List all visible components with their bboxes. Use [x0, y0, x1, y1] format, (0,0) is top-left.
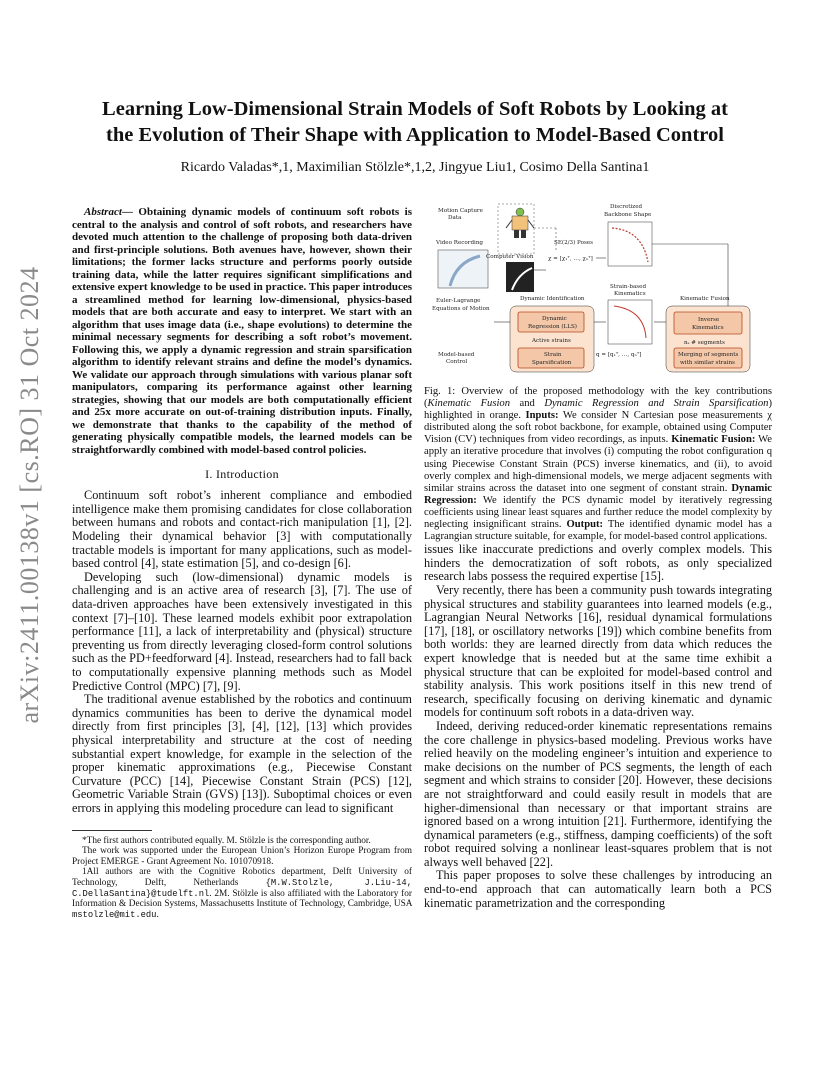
- affiliation-text: 1All authors are with the Cognitive Robotics department, Delft University of Technology, Delft, Netherlands: [72, 867, 412, 888]
- corresponding-email: mstolzle@mit.edu: [72, 909, 157, 920]
- caption-text-2: and: [510, 398, 545, 410]
- right-paragraph-3: This paper proposes to solve these challenges by introducing an end-to-end approach that can automatically learn both a PCS kinematic parametrization and the corresponding: [424, 868, 772, 910]
- label-discretized: Discretized: [610, 204, 643, 210]
- caption-em-2: Dynamic Regression and Strain Sparsification: [544, 398, 769, 410]
- label-motion-capture: Motion Capture: [438, 208, 483, 214]
- arxiv-sidebar-stamp: [10, 235, 50, 755]
- label-dynamic-identification: Dynamic Identification: [520, 296, 585, 302]
- label-backbone-shape: Backbone Shape: [604, 212, 652, 218]
- label-computer-vision: Computer Vision: [486, 254, 534, 260]
- segmentation-frame-icon: [506, 262, 534, 292]
- caption-em-1: Kinematic Fusion: [427, 398, 511, 410]
- right-paragraph-0: issues like inaccurate predictions and overly complex models. This hinders the democratization of soft robots, as only specialized research labs possess the required expertise [15].: [424, 542, 772, 584]
- author-list: Ricardo Valadas*,1, Maximilian Stölzle*,1,2, Jingyue Liu1, Cosimo Della Santina1: [180, 160, 650, 175]
- label-merging: Merging of segments: [678, 352, 739, 358]
- intro-paragraph-2: Developing such (low-dimensional) dynamic models is challenging and is an active area of research [3], [7]. The use of data-driven approaches have been extensively investigated in this context [7]–[10]. These learned models exhibit poor extrapolation performance [11], a lack of interpretability and (physical) structure preventing us from directly leveraging closed-form control solutions such as the PD+feedforward [4]. Instead, researchers had to fall back to computationally expensive planning methods such as Model Predictive Control (MPC) [7], [9].: [72, 569, 412, 693]
- video-frame-icon: [438, 250, 488, 288]
- abstract: [72, 206, 412, 456]
- right-paragraph-2: Indeed, deriving reduced-order kinematic representations remains the core challenge in physics-based modeling. Previous works have relied heavily on the modeling engineer’s intuition and experience to make decisions on the number of PCS segments, the length of each segment and which strains to consider [20]. However, these decisions are not straightforward and could easily result in models that are higher-dimensional than necessary or that important strains are ignored based on a wrong intuition [21]. Furthermore, identifying the dynamical parameters (e.g., stiffness, damping coefficients) of the soft robot required solving a nonlinear least-squares problem that is not always well behaved [22].: [424, 718, 772, 869]
- affiliation-end: .: [156, 909, 159, 920]
- caption-bold-kinematic-fusion: Kinematic Fusion:: [671, 434, 756, 446]
- label-similar-strains: with similar strains: [680, 360, 735, 366]
- figure-1-caption: [424, 386, 772, 543]
- caption-bold-inputs: Inputs:: [525, 410, 559, 422]
- caption-text-5: We apply an iterative procedure that involves (i) computing the robot configuration q using Piecewise Constant Strain (PCS) inverse kinematics, and (ii), to avoid overly complex and high-dimensional models, we merge adjacent segments with similar strains across the dataset into one segment of constant strain.: [424, 434, 772, 494]
- label-data: Data: [448, 215, 462, 221]
- label-equations-of-motion: Equations of Motion: [432, 306, 490, 312]
- label-dynamic: Dynamic: [542, 316, 567, 322]
- right-paragraph-1: Very recently, there has been a community push towards integrating physical structures and stability guarantees into learned models (e.g., Lagrangian Neural Networks [16], residual dynamical formulations [17], [18], or oscillatory networks [19]) which combine benefits from both worlds: they are learned directly from data which reduces the expert knowledge that is needed but at the same time exhibit a physical structure that can be exploited for model-based control and stability analysis. This work positions itself in this new trend of research, specifically focusing on deriving kinematic and dynamic models for continuum soft robots in a data-driven way.: [424, 583, 772, 720]
- label-q-vector: q = [q₁ᵀ, …, qₙᵀ]: [596, 352, 642, 358]
- intro-paragraph-3: The traditional avenue established by the robotics and continuum dynamics communities has been to derive the dynamical model directly from first principles [3], [4], [12], [13] which provides physical interpretability and structure at the cost of needing substantial expert knowledge, for example in the selection of the proper kinematic approximations (e.g., Piecewise Constant Curvature (PCC) [14], Piecewise Constant Strain (PCS) [12], Geometric Variable Strain (GVS) [13]). Suboptimal choices or even errors in applying this modeling procedure can lead to significant: [72, 692, 412, 815]
- abstract-text: — Obtaining dynamic models of continuum soft robots is central to the analysis and control of soft robots, and researchers have devoted much attention to the challenge of proposing both data-driven and first-principle solutions. Both avenues have, however, shown their limitations; the former lacks structure and performs poorly outside training data, while the latter requires significant simplifications and extensive expert knowledge to be used in practice. This paper introduces a streamlined method for learning low-dimensional, physics-based models that are both accurate and easy to interpret. We start with an algorithm that uses image data (i.e., shape evolutions) to determine the minimal necessary segments for describing a soft robot’s movement. Following this, we apply a dynamic regression and strain sparsification algorithm to identify relevant strains and define the model’s dynamics. We validate our approach through simulations with various planar soft manipulators, comparing its performance against other learning strategies, showing that our models are both computationally efficient and 25x more accurate on out-of-training distribution inputs. Finally, we demonstrate that thanks to the capability of the method of generating physically compatible models, the learned models can be straightforwardly combined with model-based control policies.: [72, 206, 412, 456]
- arxiv-id: arXiv:2411.00138v1 [cs.RO] 31 Oct 2024: [15, 266, 44, 724]
- intro-paragraph-1: Continuum soft robot’s inherent compliance and embodied intelligence make them promising candidates for close collaboration between humans and robots and contact-rich manipulation [1], [2]. Modeling their dynamical behavior [3] with computationally tractable models is important for many applications, such as model-based control [4], state estimation [5], and co-design [6].: [72, 488, 412, 571]
- label-strain: Strain: [544, 352, 562, 358]
- footnote-equal-contribution: *The first authors contributed equally. M. Stölzle is the corresponding author.: [82, 835, 371, 846]
- label-control: Control: [446, 359, 468, 365]
- label-chi-vector: χ = [χ₁ᵀ, …, χₙᵀ]: [548, 256, 593, 262]
- figure-1-overview: [428, 200, 772, 380]
- label-regression-lls: Regression (LLS): [528, 324, 577, 330]
- caption-text-3: ) highlighted in orange.: [424, 398, 773, 422]
- section-heading-introduction: I. Introduction: [205, 467, 279, 481]
- caption-text-1: Overview of the proposed methodology with the key contributions (: [424, 386, 772, 410]
- label-video-recording: Video Recording: [436, 240, 484, 246]
- author-emails: {M.W.Stolzle, J.Liu-14, C.DellaSantina}@tudelft.nl: [72, 877, 412, 899]
- footnote-funding: The work was supported under the European Union’s Horizon Europe Program from Project EMERGE - Grant Agreement No. 101070918.: [72, 846, 412, 867]
- affiliation-text-2: . 2M. Stölzle is also affiliated with the Laboratory for Information & Decision Systems, Massachusetts Institute of Technology, Cambridge, USA: [72, 888, 412, 910]
- label-se-poses: SE(2/3) Poses: [554, 240, 594, 246]
- title-line-1: Learning Low-Dimensional Strain Models of Soft Robots by Looking at: [102, 98, 728, 120]
- label-kinematics-2: Kinematics: [692, 325, 724, 331]
- footnote-rule: [72, 830, 152, 831]
- methodology-diagram: [428, 200, 772, 380]
- caption-label: Fig. 1:: [424, 386, 456, 397]
- label-kinematic-fusion: Kinematic Fusion: [680, 296, 730, 302]
- abstract-lead: Abstract: [84, 206, 122, 218]
- right-column: [424, 386, 772, 910]
- label-kinematics: Kinematics: [614, 291, 646, 297]
- left-column: [72, 206, 412, 920]
- footnote-affiliations: [72, 867, 412, 920]
- title-line-2: the Evolution of Their Shape with Application to Model-Based Control: [106, 124, 724, 146]
- label-segments: nₛ # segments: [684, 340, 725, 346]
- caption-bold-dynamic-regression: Dynamic Regression:: [424, 482, 772, 506]
- strain-kinematics-plot: [608, 300, 652, 344]
- label-model-based: Model-based: [438, 352, 475, 358]
- label-strain-based: Strain-based: [610, 284, 647, 290]
- label-sparsification: Sparsification: [532, 360, 572, 366]
- caption-bold-output: Output:: [566, 519, 604, 531]
- motion-capture-icon: [506, 208, 534, 238]
- backbone-shape-plot: [608, 222, 652, 266]
- caption-text-4: We consider N Cartesian pose measurements χ distributed along the soft robot backbone, for example, obtained using Computer Vision (CV) techniques from video recordings, as inputs.: [424, 410, 773, 446]
- label-inverse: Inverse: [698, 317, 720, 323]
- paper-title: [70, 96, 760, 148]
- caption-text-6: We identify the PCS dynamic model by iteratively regressing coefficients using linear least squares and further reduce the model complexity by neglecting insignificant strains.: [424, 494, 772, 531]
- label-euler-lagrange: Euler-Lagrange: [436, 298, 481, 304]
- caption-text-7: The identified dynamic model has a Lagrangian structure suitable, for example, for model-based control applications.: [424, 519, 772, 543]
- label-active-strains: Active strains: [532, 338, 571, 344]
